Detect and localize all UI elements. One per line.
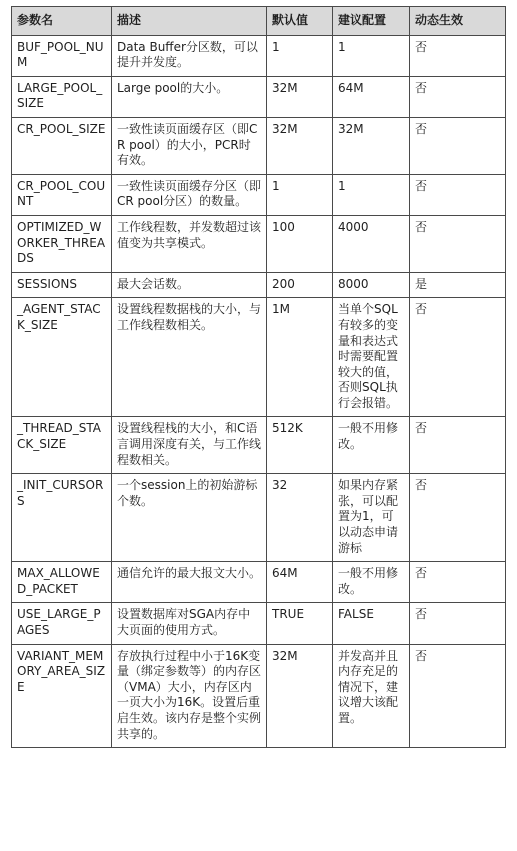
cell-description: 一个session上的初始游标个数。 — [112, 474, 267, 562]
cell-param-name: BUF_POOL_NUM — [12, 35, 112, 76]
cell-dynamic-effect: 否 — [410, 76, 506, 117]
cell-default-value: 32M — [267, 644, 333, 748]
header-recommended-config: 建议配置 — [333, 7, 410, 36]
cell-recommended-config: 一般不用修改。 — [333, 417, 410, 474]
cell-dynamic-effect: 否 — [410, 117, 506, 174]
cell-default-value: TRUE — [267, 603, 333, 644]
header-dynamic-effect: 动态生效 — [410, 7, 506, 36]
cell-default-value: 32 — [267, 474, 333, 562]
cell-description: 设置线程栈的大小，和C语言调用深度有关，与工作线程数相关。 — [112, 417, 267, 474]
cell-dynamic-effect: 是 — [410, 272, 506, 298]
cell-description: 一致性读页面缓存分区（即CR pool分区）的数量。 — [112, 174, 267, 215]
header-default-value: 默认值 — [267, 7, 333, 36]
cell-default-value: 1 — [267, 174, 333, 215]
cell-recommended-config: 一般不用修改。 — [333, 562, 410, 603]
cell-description: Large pool的大小。 — [112, 76, 267, 117]
cell-dynamic-effect: 否 — [410, 174, 506, 215]
table-row — [12, 562, 506, 603]
cell-recommended-config: 32M — [333, 117, 410, 174]
cell-default-value: 1 — [267, 35, 333, 76]
cell-description: 工作线程数，并发数超过该值变为共享模式。 — [112, 215, 267, 272]
cell-description: 存放执行过程中小于16K变量（绑定参数等）的内存区（VMA）大小，内存区内一页大小为16K。设置后重启生效。该内存是整个实例共享的。 — [112, 644, 267, 748]
cell-default-value: 200 — [267, 272, 333, 298]
header-param-name: 参数名 — [12, 7, 112, 36]
table-row — [12, 272, 506, 298]
table-row — [12, 117, 506, 174]
cell-description: 通信允许的最大报文大小。 — [112, 562, 267, 603]
table-row — [12, 644, 506, 748]
cell-param-name: OPTIMIZED_WORKER_THREADS — [12, 215, 112, 272]
cell-default-value: 1M — [267, 298, 333, 417]
cell-recommended-config: 1 — [333, 174, 410, 215]
cell-param-name: _THREAD_STACK_SIZE — [12, 417, 112, 474]
cell-param-name: _INIT_CURSORS — [12, 474, 112, 562]
table-row — [12, 298, 506, 417]
cell-recommended-config: 如果内存紧张，可以配置为1，可以动态申请游标 — [333, 474, 410, 562]
table-row — [12, 174, 506, 215]
table-row — [12, 215, 506, 272]
cell-param-name: MAX_ALLOWED_PACKET — [12, 562, 112, 603]
cell-recommended-config: 1 — [333, 35, 410, 76]
cell-recommended-config: 8000 — [333, 272, 410, 298]
cell-param-name: SESSIONS — [12, 272, 112, 298]
cell-dynamic-effect: 否 — [410, 35, 506, 76]
cell-dynamic-effect: 否 — [410, 417, 506, 474]
cell-dynamic-effect: 否 — [410, 603, 506, 644]
cell-default-value: 64M — [267, 562, 333, 603]
parameter-table — [11, 6, 506, 748]
header-description: 描述 — [112, 7, 267, 36]
cell-default-value: 100 — [267, 215, 333, 272]
cell-default-value: 32M — [267, 76, 333, 117]
cell-param-name: CR_POOL_COUNT — [12, 174, 112, 215]
cell-description: 最大会话数。 — [112, 272, 267, 298]
table-row — [12, 603, 506, 644]
cell-description: 一致性读页面缓存区（即CR pool）的大小，PCR时有效。 — [112, 117, 267, 174]
table-row — [12, 417, 506, 474]
cell-dynamic-effect: 否 — [410, 298, 506, 417]
cell-dynamic-effect: 否 — [410, 474, 506, 562]
cell-recommended-config: 并发高并且内存充足的情况下，建议增大该配置。 — [333, 644, 410, 748]
cell-dynamic-effect: 否 — [410, 562, 506, 603]
cell-default-value: 32M — [267, 117, 333, 174]
cell-recommended-config: 64M — [333, 76, 410, 117]
table-header-row — [12, 7, 506, 36]
cell-recommended-config: FALSE — [333, 603, 410, 644]
cell-description: 设置数据库对SGA内存中大页面的使用方式。 — [112, 603, 267, 644]
cell-default-value: 512K — [267, 417, 333, 474]
table-row — [12, 474, 506, 562]
cell-recommended-config: 当单个SQL有较多的变量和表达式时需要配置较大的值，否则SQL执行会报错。 — [333, 298, 410, 417]
cell-recommended-config: 4000 — [333, 215, 410, 272]
cell-description: Data Buffer分区数，可以提升并发度。 — [112, 35, 267, 76]
cell-description: 设置线程数据栈的大小，与工作线程数相关。 — [112, 298, 267, 417]
cell-param-name: VARIANT_MEMORY_AREA_SIZE — [12, 644, 112, 748]
table-row — [12, 76, 506, 117]
cell-dynamic-effect: 否 — [410, 644, 506, 748]
cell-param-name: _AGENT_STACK_SIZE — [12, 298, 112, 417]
table-row — [12, 35, 506, 76]
document-page — [11, 6, 506, 748]
cell-param-name: USE_LARGE_PAGES — [12, 603, 112, 644]
cell-dynamic-effect: 否 — [410, 215, 506, 272]
cell-param-name: CR_POOL_SIZE — [12, 117, 112, 174]
cell-param-name: LARGE_POOL_SIZE — [12, 76, 112, 117]
